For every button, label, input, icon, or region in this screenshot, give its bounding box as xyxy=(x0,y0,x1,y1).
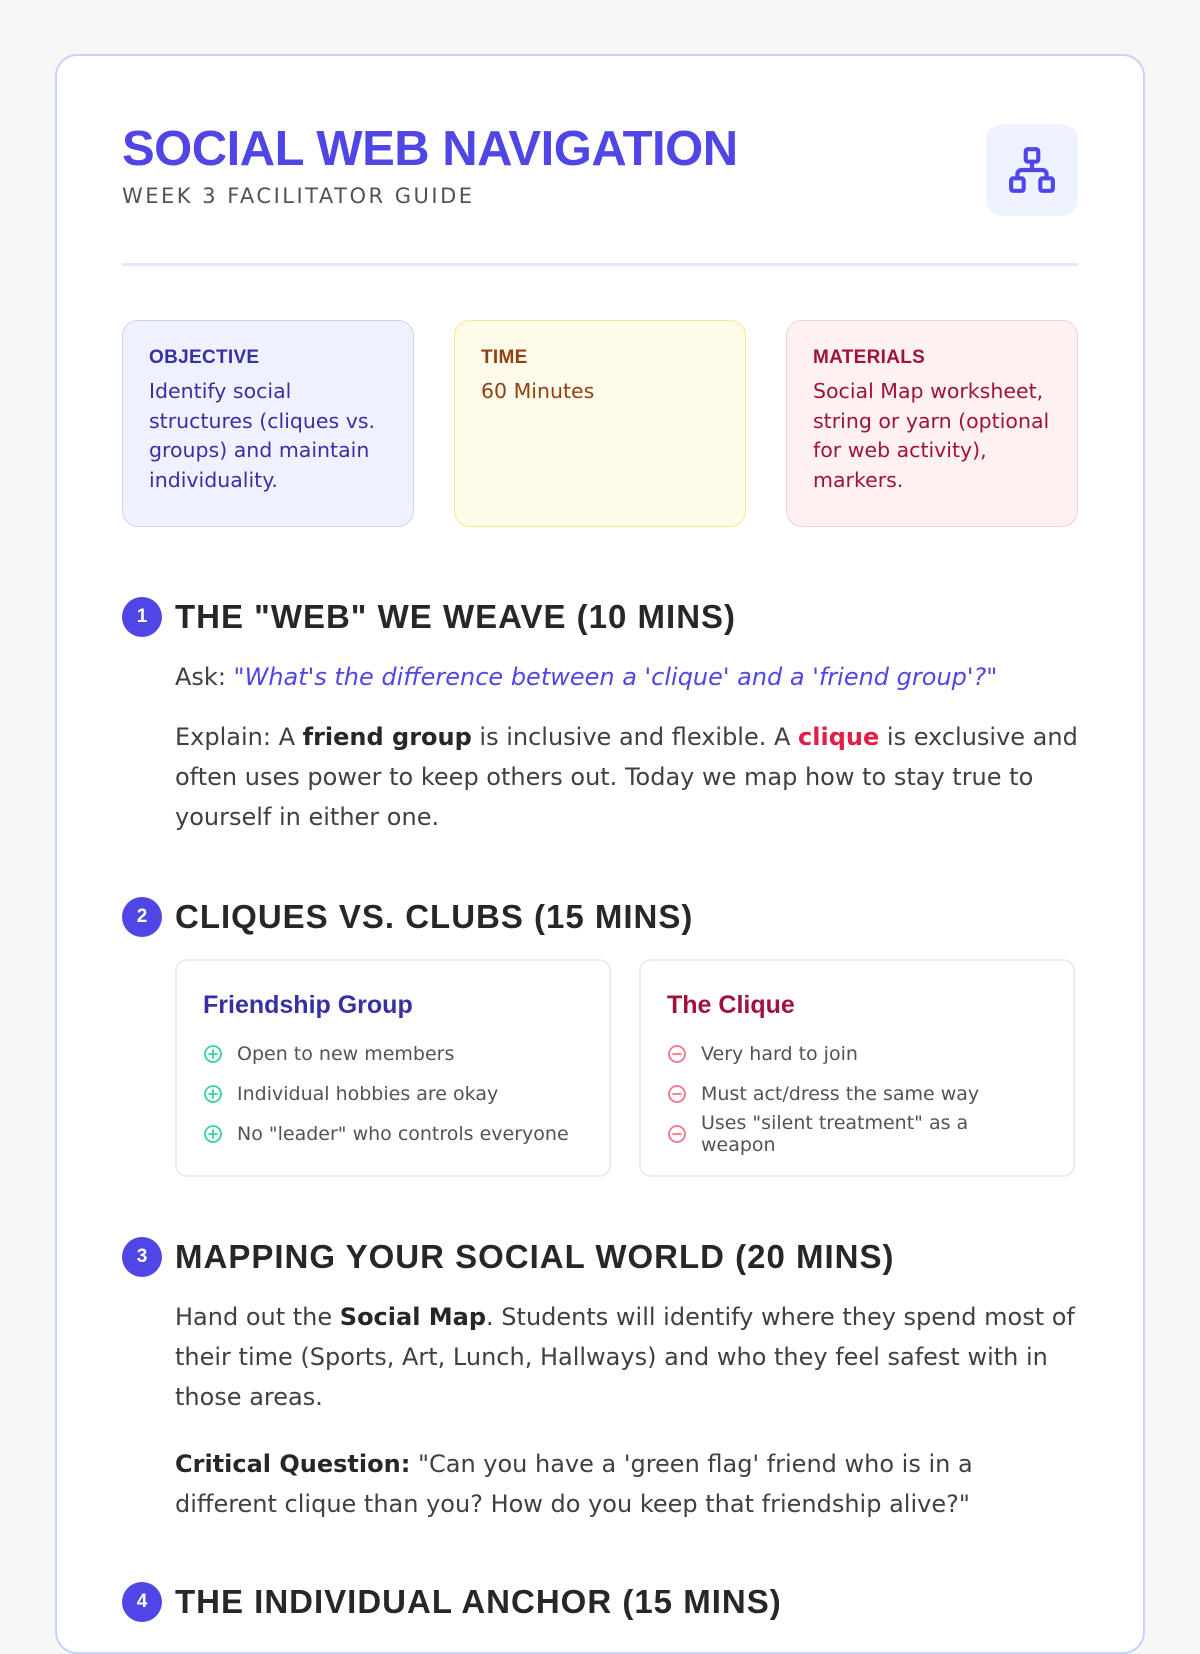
list-item: Open to new members xyxy=(203,1034,583,1074)
clique-title: The Clique xyxy=(667,991,795,1019)
compare-boxes xyxy=(175,959,1075,1177)
section-number: 1 xyxy=(122,597,162,637)
friend-group-term: friend group xyxy=(302,723,472,751)
section-number: 2 xyxy=(122,897,162,937)
clique-term: clique xyxy=(798,723,880,751)
explain-paragraph: Explain: A friend group is inclusive and flexible. A clique is exclusive and often uses power to keep others out. Today we map how to stay true to yourself in either one. xyxy=(175,723,1078,831)
section-number: 3 xyxy=(122,1237,162,1277)
objective-text: Identify social structures (cliques vs. groups) and maintain individuality. xyxy=(149,379,376,492)
section-title: THE "WEB" WE WEAVE (10 MINS) xyxy=(175,598,737,635)
ask-line: Ask: "What's the difference between a 'clique' and a 'friend group'?" xyxy=(175,663,998,691)
list-item: Must act/dress the same way xyxy=(667,1074,1047,1114)
critical-question-paragraph: Critical Question: "Can you have a 'green flag' friend who is in a different clique than you? How do you keep that friendship alive?" xyxy=(175,1450,973,1518)
minus-circle-icon xyxy=(667,1084,687,1104)
section-title: MAPPING YOUR SOCIAL WORLD (20 MINS) xyxy=(175,1238,895,1275)
plus-circle-icon xyxy=(203,1084,223,1104)
header xyxy=(122,122,1078,216)
info-cards xyxy=(122,320,1078,527)
section-4 xyxy=(122,1582,1082,1622)
list-item: Individual hobbies are okay xyxy=(203,1074,583,1114)
friendship-group-box xyxy=(175,959,611,1177)
time-text: 60 Minutes xyxy=(481,379,595,403)
page-title: SOCIAL WEB NAVIGATION xyxy=(122,122,738,176)
minus-circle-icon xyxy=(667,1124,687,1144)
materials-card xyxy=(786,320,1078,527)
materials-text: Social Map worksheet, string or yarn (optional for web activity), markers. xyxy=(813,379,1050,492)
social-map-paragraph: Hand out the Social Map. Students will identify where they spend most of their time (Sports, Art, Lunch, Hallways) and who they feel safest with in those areas. xyxy=(175,1303,1075,1411)
clique-box xyxy=(639,959,1075,1177)
ask-quote: "What's the difference between a 'clique' and a 'friend group'?" xyxy=(233,663,998,691)
section-number: 4 xyxy=(122,1582,162,1622)
friendship-group-title: Friendship Group xyxy=(203,991,413,1019)
section-title: CLIQUES VS. CLUBS (15 MINS) xyxy=(175,898,694,935)
list-item: Very hard to join xyxy=(667,1034,1047,1074)
time-label: TIME xyxy=(481,347,528,368)
objective-label: OBJECTIVE xyxy=(149,347,260,368)
social-map-term: Social Map xyxy=(339,1303,487,1331)
minus-circle-icon xyxy=(667,1044,687,1064)
section-3 xyxy=(122,1237,1082,1524)
sitemap-icon xyxy=(986,124,1078,216)
list-item: Uses "silent treatment" as a weapon xyxy=(667,1114,1047,1154)
critical-question-label: Critical Question: xyxy=(175,1450,411,1478)
header-divider xyxy=(122,263,1078,266)
plus-circle-icon xyxy=(203,1124,223,1144)
objective-card xyxy=(122,320,414,527)
time-card xyxy=(454,320,746,527)
section-2 xyxy=(122,897,1082,1177)
plus-circle-icon xyxy=(203,1044,223,1064)
section-1 xyxy=(122,597,1082,837)
list-item: No "leader" who controls everyone xyxy=(203,1114,583,1154)
page-subtitle: WEEK 3 FACILITATOR GUIDE xyxy=(122,184,475,208)
materials-label: MATERIALS xyxy=(813,347,926,368)
section-title: THE INDIVIDUAL ANCHOR (15 MINS) xyxy=(175,1583,782,1620)
